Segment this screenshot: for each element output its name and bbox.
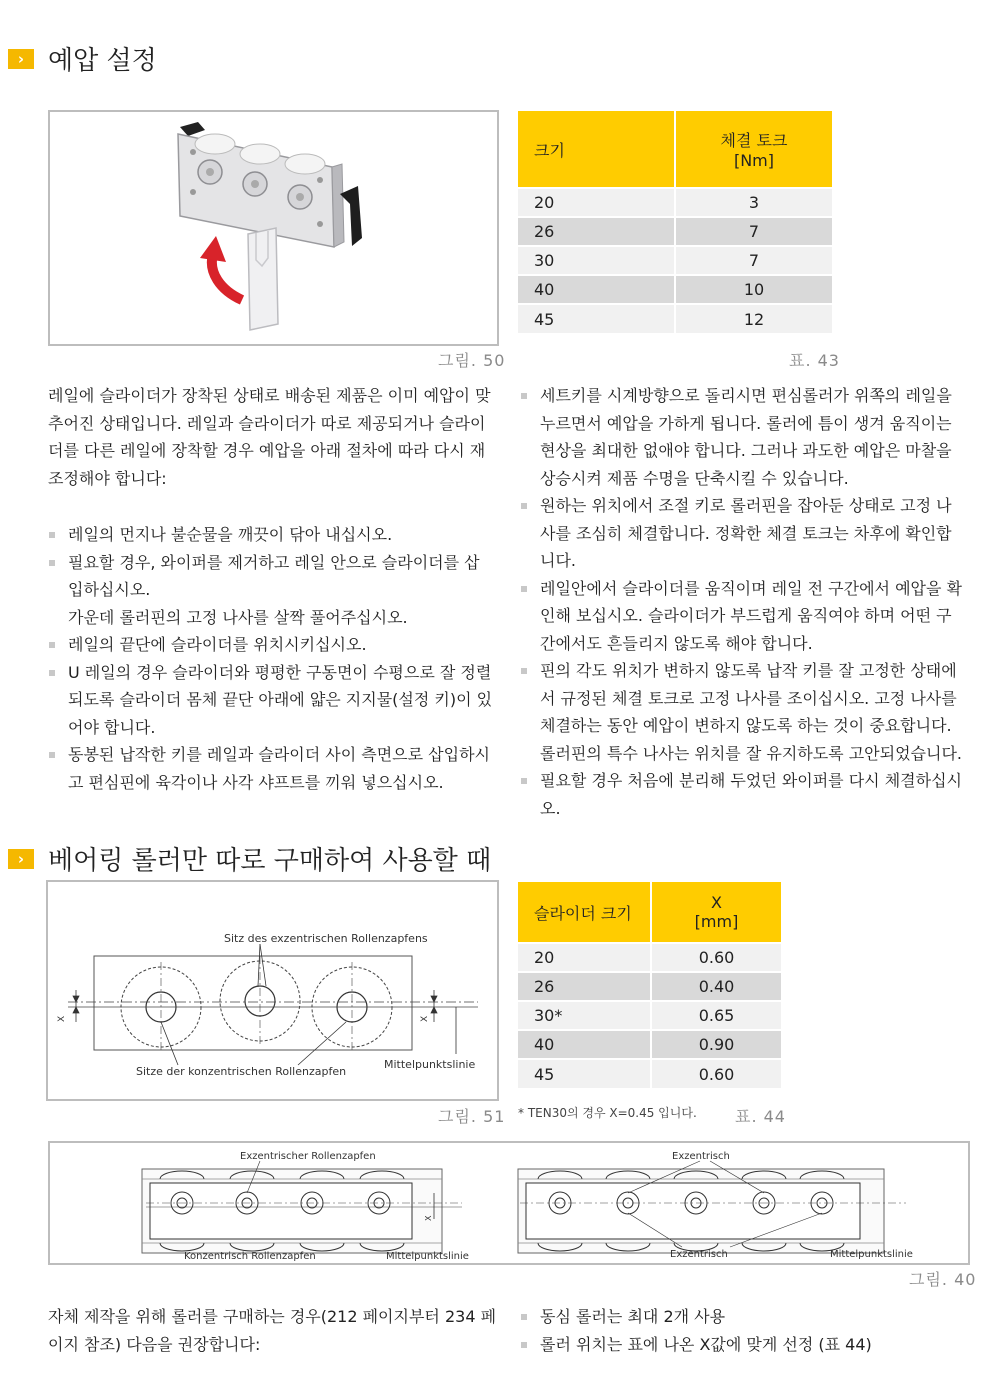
label-eccentric-seat: Sitz des exzentrischen Rollenzapfens <box>224 932 428 945</box>
recommendation-list <box>520 1303 975 1358</box>
table-cell-value: 0.90 <box>651 1030 781 1059</box>
table-row <box>518 972 781 1001</box>
text-line: 더를 다른 레일에 장착할 경우 예압을 아래 절차에 따라 다시 재 <box>48 441 486 460</box>
torque-table <box>518 111 832 333</box>
table-cell-value: 12 <box>675 304 832 333</box>
text-line: 롤러핀의 특수 나사는 위치를 잘 유지하도록 고안되었습니다. <box>540 743 963 763</box>
figure-51 <box>46 880 499 1101</box>
text-line: 원하는 위치에서 조절 키로 롤러핀을 잡아둔 상태로 고정 나 <box>540 496 952 515</box>
text-line: 어야 합니다. <box>68 717 156 737</box>
table-row <box>518 1030 781 1059</box>
table-row <box>518 246 832 275</box>
svg-text:Mittelpunktslinie: Mittelpunktslinie <box>386 1251 469 1262</box>
figure-caption: 그림. 50 <box>438 351 506 370</box>
table-row <box>518 217 832 246</box>
text-line: 오. <box>540 798 561 818</box>
table-cell-value: 3 <box>675 188 832 217</box>
table-row <box>518 943 781 972</box>
svg-text:Exzentrisch: Exzentrisch <box>672 1151 730 1162</box>
list-item <box>48 549 503 604</box>
slider-setting-illustration <box>50 112 497 344</box>
section-heading-preload <box>8 40 157 77</box>
text-line: 상승시켜 제품 수명을 단축시킬 수 있습니다. <box>540 468 849 488</box>
svg-text:Konzentrisch Rollenzapfen: Konzentrisch Rollenzapfen <box>184 1251 316 1262</box>
table-cell-size: 30* <box>518 1001 651 1030</box>
list-item <box>520 1303 975 1331</box>
list-item <box>520 657 975 767</box>
text-line: 레일의 먼지나 불순물을 깨끗이 닦아 내십시오. <box>68 525 393 544</box>
label-concentric-seats: Sitze der konzentrischen Rollenzapfen <box>136 1065 347 1078</box>
svg-text:Mittelpunktslinie: Mittelpunktslinie <box>830 1249 913 1260</box>
table-cell-value: 0.60 <box>651 1059 781 1088</box>
figure-caption: 그림. 40 <box>909 1270 977 1289</box>
list-item <box>48 604 503 632</box>
section-title: 베어링 롤러만 따로 구매하여 사용할 때 <box>48 846 492 876</box>
rail-roller-drawings <box>50 1143 968 1263</box>
text-line: 롤러 위치는 표에 나온 X값에 맞게 선정 (표 44) <box>540 1334 872 1354</box>
text-line: 자체 제작을 위해 롤러를 구매하는 경우(212 페이지부터 234 페 <box>48 1307 497 1326</box>
table-cell-size: 20 <box>518 188 675 217</box>
table-header-torque: 체결 토크 [Nm] <box>675 111 832 188</box>
svg-text:Exzentrischer Rollenzapfen: Exzentrischer Rollenzapfen <box>240 1151 376 1162</box>
section-title: 예압 설정 <box>48 46 157 76</box>
text-line: 되도록 슬라이더 몸체 끝단 아래에 얇은 지지물(설정 키)이 있 <box>68 690 493 709</box>
figure-caption: 그림. 51 <box>438 1107 506 1126</box>
chevron-right-icon: › <box>8 849 34 869</box>
table-footnote: * TEN30의 경우 X=0.45 입니다. <box>518 1106 697 1120</box>
list-item <box>520 575 975 658</box>
text-line: 동심 롤러는 최대 2개 사용 <box>540 1307 726 1326</box>
text-line: 고 편심핀에 육각이나 사각 샤프트를 끼워 넣으십시오. <box>68 772 444 792</box>
text-line: 가운데 롤러핀의 고정 나사를 살짝 풀어주십시오. <box>68 607 408 627</box>
text-line: 입하십시오. <box>68 580 151 599</box>
procedure-list-left <box>48 521 503 796</box>
text-line: 조정해야 합니다: <box>48 468 167 488</box>
text-line: 레일의 끝단에 슬라이더를 위치시키십시오. <box>68 635 367 654</box>
list-item <box>520 382 975 492</box>
text-line: 사를 조심히 체결합니다. 정확한 체결 토크는 차후에 확인합 <box>540 523 952 543</box>
list-item <box>520 492 975 575</box>
intro-paragraph <box>48 382 503 492</box>
table-header-slider-size: 슬라이더 크기 <box>518 882 651 943</box>
table-row <box>518 275 832 304</box>
table-caption: 표. 43 <box>789 351 840 370</box>
text-line: 현상을 최대한 없애야 합니다. 그러나 과도한 예압은 마찰을 <box>540 441 952 460</box>
text-line: 레일에 슬라이더가 장착된 상태로 배송된 제품은 이미 예압이 맞 <box>48 386 491 405</box>
text-line: 세트키를 시계방향으로 돌리시면 편심롤러가 위쪽의 레일을 <box>540 386 952 405</box>
text-line: 레일안에서 슬라이더를 움직이며 레일 전 구간에서 예압을 확 <box>540 578 963 598</box>
table-header-size: 크기 <box>518 111 675 188</box>
svg-text:X: X <box>424 1215 433 1221</box>
figure-40 <box>48 1141 970 1265</box>
x-offset-table <box>518 882 781 1088</box>
chevron-right-icon: › <box>8 49 34 69</box>
table-cell-size: 26 <box>518 972 651 1001</box>
text-line: 핀의 각도 위치가 변하지 않도록 납작 키를 잘 고정한 상태에 <box>540 661 957 680</box>
svg-text:Exzentrisch: Exzentrisch <box>670 1249 728 1260</box>
list-item <box>520 1331 975 1359</box>
table-cell-value: 0.65 <box>651 1001 781 1030</box>
table-cell-value: 7 <box>675 217 832 246</box>
table-header-x: X [mm] <box>651 882 781 943</box>
svg-text:X: X <box>57 1015 67 1022</box>
list-item <box>48 741 503 796</box>
section-heading-roller <box>8 840 491 877</box>
list-item <box>48 659 503 742</box>
table-cell-value: 10 <box>675 275 832 304</box>
table-cell-size: 20 <box>518 943 651 972</box>
table-row <box>518 188 832 217</box>
text-line: 필요할 경우 처음에 분리해 두었던 와이퍼를 다시 체결하십시 <box>540 771 963 790</box>
text-line: 니다. <box>540 551 576 570</box>
table-row <box>518 304 832 333</box>
label-centerline: Mittelpunktslinie <box>384 1058 476 1071</box>
table-cell-size: 26 <box>518 217 675 246</box>
purchase-intro <box>48 1303 503 1358</box>
table-cell-value: 0.60 <box>651 943 781 972</box>
text-line: 이지 참조) 다음을 권장합니다: <box>48 1334 261 1354</box>
text-line: 추어진 상태입니다. 레일과 슬라이더가 따로 제공되거나 슬라이 <box>48 413 486 433</box>
table-cell-size: 30 <box>518 246 675 275</box>
table-cell-size: 45 <box>518 1059 651 1088</box>
figure-50 <box>48 110 499 346</box>
svg-text:X: X <box>420 1015 430 1022</box>
text-line: 간에서도 흔들리지 않도록 해야 합니다. <box>540 633 813 653</box>
table-row <box>518 1001 781 1030</box>
text-line: 서 규정된 체결 토크로 고정 나사를 조이십시오. 고정 나사를 <box>540 688 957 708</box>
list-item <box>520 767 975 822</box>
procedure-list-right <box>520 382 975 822</box>
text-line: 인해 보십시오. 슬라이더가 부드럽게 움직여야 하며 어떤 구 <box>540 606 952 625</box>
text-line: 필요할 경우, 와이퍼를 제거하고 레일 안으로 슬라이더를 삽 <box>68 552 480 572</box>
table-cell-size: 45 <box>518 304 675 333</box>
table-row <box>518 1059 781 1088</box>
table-cell-value: 0.40 <box>651 972 781 1001</box>
text-line: 누르면서 예압을 가하게 됩니다. 롤러에 틈이 생겨 움직이는 <box>540 413 952 433</box>
list-item <box>48 521 503 549</box>
text-line: 체결하는 동안 예압이 변하지 않도록 하는 것이 중요합니다. <box>540 716 952 735</box>
table-cell-size: 40 <box>518 1030 651 1059</box>
table-caption: 표. 44 <box>735 1107 786 1126</box>
table-cell-size: 40 <box>518 275 675 304</box>
table-cell-value: 7 <box>675 246 832 275</box>
roller-position-drawing <box>48 882 497 1099</box>
text-line: U 레일의 경우 슬라이더와 평평한 구동면이 수평으로 잘 정렬 <box>68 662 492 682</box>
text-line: 동봉된 납작한 키를 레일과 슬라이더 사이 측면으로 삽입하시 <box>68 745 491 764</box>
list-item <box>48 631 503 659</box>
